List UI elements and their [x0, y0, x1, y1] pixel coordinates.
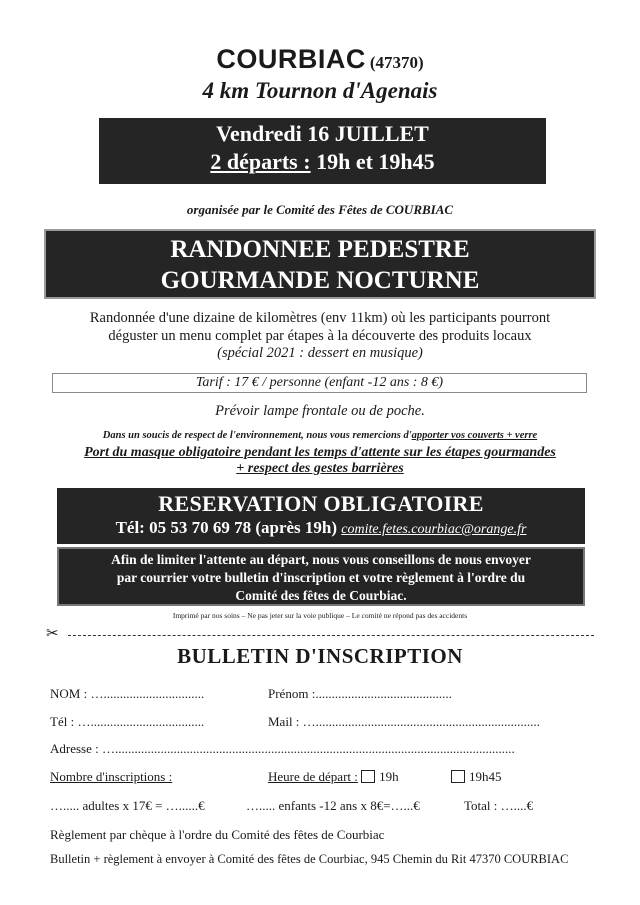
- mask-line1: Port du masque obligatoire pendant les temps d'attente sur les étapes gourmandes: [84, 445, 556, 460]
- dashed-line: [68, 635, 594, 636]
- adresse-label: Adresse :: [50, 741, 99, 756]
- printed-note: Imprimé par nos soins – Ne pas jeter sur la voie publique – Le comité ne répond pas des accidents: [172, 611, 468, 620]
- prenom-label: Prénom :: [268, 686, 316, 701]
- environment-note: [0, 430, 640, 441]
- option-19h45-field[interactable]: [451, 769, 502, 785]
- adresse-input[interactable]: …...........................................................................................................................: [102, 741, 515, 756]
- mask-notice: [0, 445, 640, 477]
- department-code: (47370): [369, 53, 424, 72]
- reservation-title: RESERVATION OBLIGATOIRE: [158, 491, 484, 516]
- payment-note: Règlement par chèque à l'ordre du Comité des fêtes de Courbiac: [50, 827, 385, 842]
- nom-field[interactable]: [50, 686, 204, 702]
- event-title-line1: RANDONNEE PEDESTRE: [170, 236, 470, 263]
- environment-highlight: apporter vos couverts + verre: [411, 430, 538, 441]
- reservation-phone: Tél: 05 53 70 69 78 (après 19h): [115, 518, 338, 537]
- reservation-contact: [57, 518, 585, 538]
- event-description: [0, 310, 640, 363]
- event-date: Vendredi 16 JUILLET: [216, 121, 429, 146]
- reservation-banner: [57, 488, 585, 544]
- description-line1: Randonnée d'une dizaine de kilomètres (env 11km) où les participants pourront: [89, 310, 551, 326]
- departs-label: 2 départs :: [210, 149, 311, 174]
- children-field[interactable]: …..... enfants -12 ans x 8€=…...€: [246, 798, 420, 813]
- mailing-address: Bulletin + règlement à envoyer à Comité des fêtes de Courbiac, 945 Chemin du Rit 47370 COURBIAC: [50, 852, 569, 866]
- notice-line3: Comité des fêtes de Courbiac.: [235, 588, 407, 603]
- subtitle: 4 km Tournon d'Agenais: [202, 78, 438, 103]
- adresse-field[interactable]: [50, 741, 515, 757]
- notice-line1: Afin de limiter l'attente au départ, nous vous conseillons de nous envoyer: [111, 552, 531, 567]
- environment-text: Dans un soucis de respect de l'environnement, nous vous remercions d': [102, 430, 412, 441]
- cut-line: [46, 624, 594, 642]
- mail-label: Mail :: [268, 714, 300, 729]
- tel-label: Tél :: [50, 714, 75, 729]
- heure-field[interactable]: [268, 769, 399, 785]
- option-19h45-checkbox[interactable]: [451, 770, 465, 783]
- nombre-label: Nombre d'inscriptions :: [50, 769, 173, 784]
- total-field[interactable]: Total : …....€: [464, 798, 534, 813]
- notice-line2: par courrier votre bulletin d'inscription et votre règlement à l'ordre du: [116, 570, 526, 585]
- departs-times: 19h et 19h45: [316, 149, 435, 174]
- event-banner: [44, 229, 596, 299]
- tel-input[interactable]: …...................................: [77, 714, 205, 729]
- option-19h45-label: 19h45: [469, 769, 502, 784]
- prenom-input[interactable]: ..........................................: [315, 686, 452, 701]
- mail-notice-box: [57, 547, 585, 606]
- nom-label: NOM :: [50, 686, 88, 701]
- date-banner: [99, 118, 546, 184]
- town-name: COURBIAC: [216, 44, 366, 74]
- form-title: BULLETIN D'INSCRIPTION: [177, 644, 463, 668]
- page-title: [0, 44, 640, 75]
- reservation-email[interactable]: comite.fetes.courbiac@orange.fr: [341, 522, 527, 537]
- lamp-note: Prévoir lampe frontale ou de poche.: [215, 403, 425, 419]
- option-19h-checkbox[interactable]: [361, 770, 375, 783]
- scissors-icon: ✂: [46, 624, 59, 642]
- nom-input[interactable]: …...............................: [90, 686, 205, 701]
- departs-line: [99, 149, 546, 175]
- tarif-box: Tarif : 17 € / personne (enfant -12 ans : 8 €): [52, 373, 587, 393]
- heure-label: Heure de départ :: [268, 769, 358, 784]
- description-line2: déguster un menu complet par étapes à la découverte des produits locaux: [108, 327, 532, 344]
- mail-field[interactable]: [268, 714, 540, 730]
- organiser-line: organisée par le Comité des Fêtes de COURBIAC: [186, 202, 454, 217]
- option-19h-label: 19h: [379, 769, 399, 784]
- tel-field[interactable]: [50, 714, 204, 730]
- adults-field[interactable]: …..... adultes x 17€ = …......€: [50, 798, 205, 813]
- prenom-field[interactable]: [268, 686, 452, 702]
- mail-input[interactable]: ….....................................................................: [302, 714, 540, 729]
- mask-line2: + respect des gestes barrières: [236, 461, 404, 476]
- event-title-line2: GOURMANDE NOCTURNE: [160, 267, 480, 294]
- description-special: (spécial 2021 : dessert en musique): [217, 345, 423, 361]
